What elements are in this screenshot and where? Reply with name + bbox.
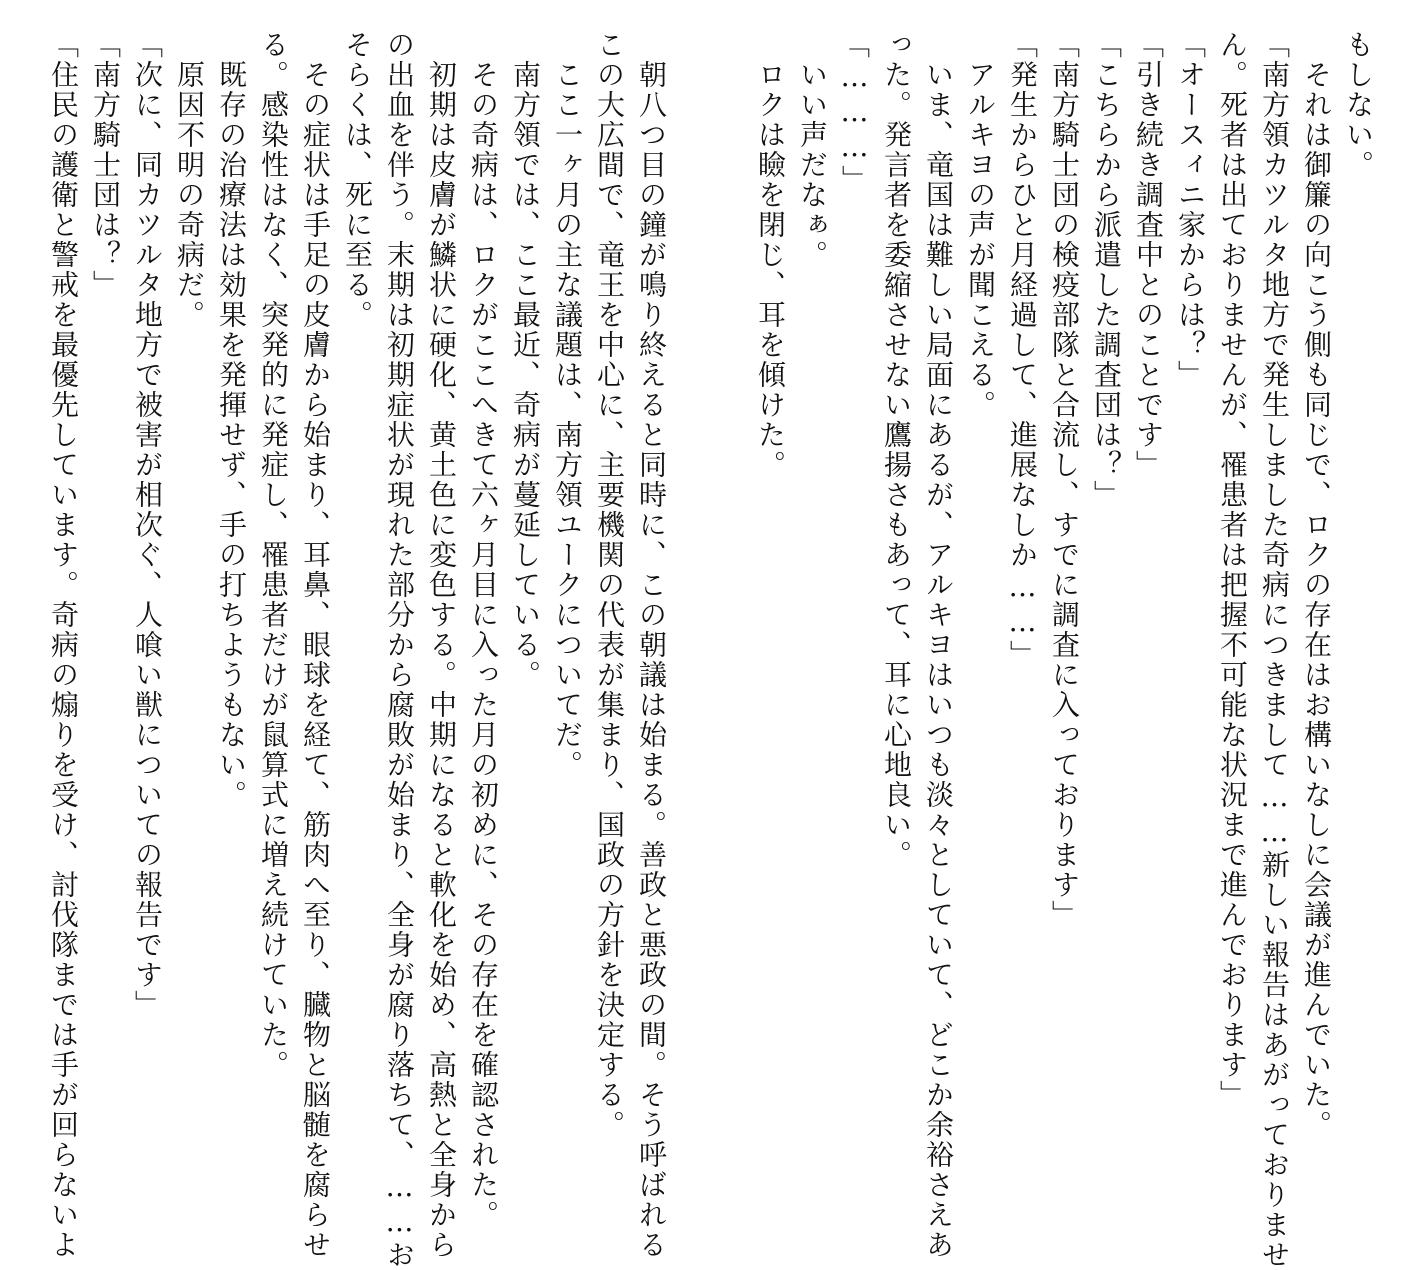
text-line: その症状は手足の皮膚から始まり、耳鼻、眼球を経て、筋肉へ至り、臓物と脳髄を腐らせ: [299, 30, 332, 1260]
text-line: いま、竜国は難しい局面にあるが、アルキヨはいつも淡々としていて、どこか余裕さえあ: [922, 30, 955, 1260]
text-line: 朝八つ目の鐘が鳴り終えると同時に、この朝議は始まる。善政と悪政の間。そう呼ばれる: [635, 30, 668, 1260]
text-line: った。発言者を委縮させない鷹揚さもあって、耳に心地良い。: [880, 30, 913, 870]
text-line: それは御簾の向こう側も同じで、ロクの存在はお構いなしに会議が進んでいた。: [1300, 30, 1333, 1140]
text-line: 「引き続き調査中とのことです」: [1132, 30, 1165, 480]
text-line: もしない。: [1342, 30, 1375, 180]
text-line: ん。死者は出ておりませんが、罹患者は把握不可能な状況まで進んでおります」: [1216, 30, 1249, 1110]
text-line: 「………」: [838, 30, 871, 195]
text-line: 初期は皮膚が鱗状に硬化、黄土色に変色する。中期になると軟化を始め、高熱と全身から: [425, 30, 458, 1260]
text-line: 「こちらから派遣した調査団は？」: [1090, 30, 1123, 510]
text-line: 「南方騎士団の検疫部隊と合流し、すでに調査に入っております」: [1048, 30, 1081, 930]
text-line: この大広間で、竜王を中心に、主要機関の代表が集まり、国政の方針を決定する。: [593, 30, 626, 1140]
text-line: 「発生からひと月経過して、進展なしか……」: [1006, 30, 1039, 670]
text-line: の出血を伴う。末期は初期症状が現れた部分から腐敗が始まり、全身が腐り落ちて、……お: [383, 30, 416, 1270]
text-line: 「南方領カツルタ地方で発生しました奇病につきまして……新しい報告はあがっておりませ: [1258, 30, 1291, 1270]
text-line: アルキヨの声が聞こえる。: [964, 30, 997, 420]
text-line: 「オースィニ家からは？」: [1174, 30, 1207, 390]
text-line: る。感染性はなく、突発的に発症し、罹患者だけが鼠算式に増え続けていた。: [257, 30, 290, 1080]
text-line: ここ一ヶ月の主な議題は、南方領ユークについてだ。: [551, 30, 584, 780]
right-page: [707, 0, 1414, 1270]
text-line: いい声だなぁ。: [796, 30, 829, 270]
text-line: その奇病は、ロクがここへきて六ヶ月目に入った月の初めに、その存在を確認された。: [467, 30, 500, 1230]
text-line: 「次に、同カツルタ地方で被害が相次ぐ、人喰い獣についての報告です」: [131, 30, 164, 1020]
text-line: 南方領では、ここ最近、奇病が蔓延している。: [509, 30, 542, 690]
text-line: ロクは瞼を閉じ、耳を傾けた。: [754, 30, 787, 480]
text-line: 「住民の護衛と警戒を最優先しています。奇病の煽りを受け、討伐隊までは手が回らないよ: [47, 30, 80, 1260]
text-line: 原因不明の奇病だ。: [173, 30, 206, 330]
text-line: そらくは、死に至る。: [341, 30, 374, 330]
text-line: 既存の治療法は効果を発揮せず、手の打ちようもない。: [215, 30, 248, 810]
text-line: 「南方騎士団は？」: [89, 30, 122, 300]
